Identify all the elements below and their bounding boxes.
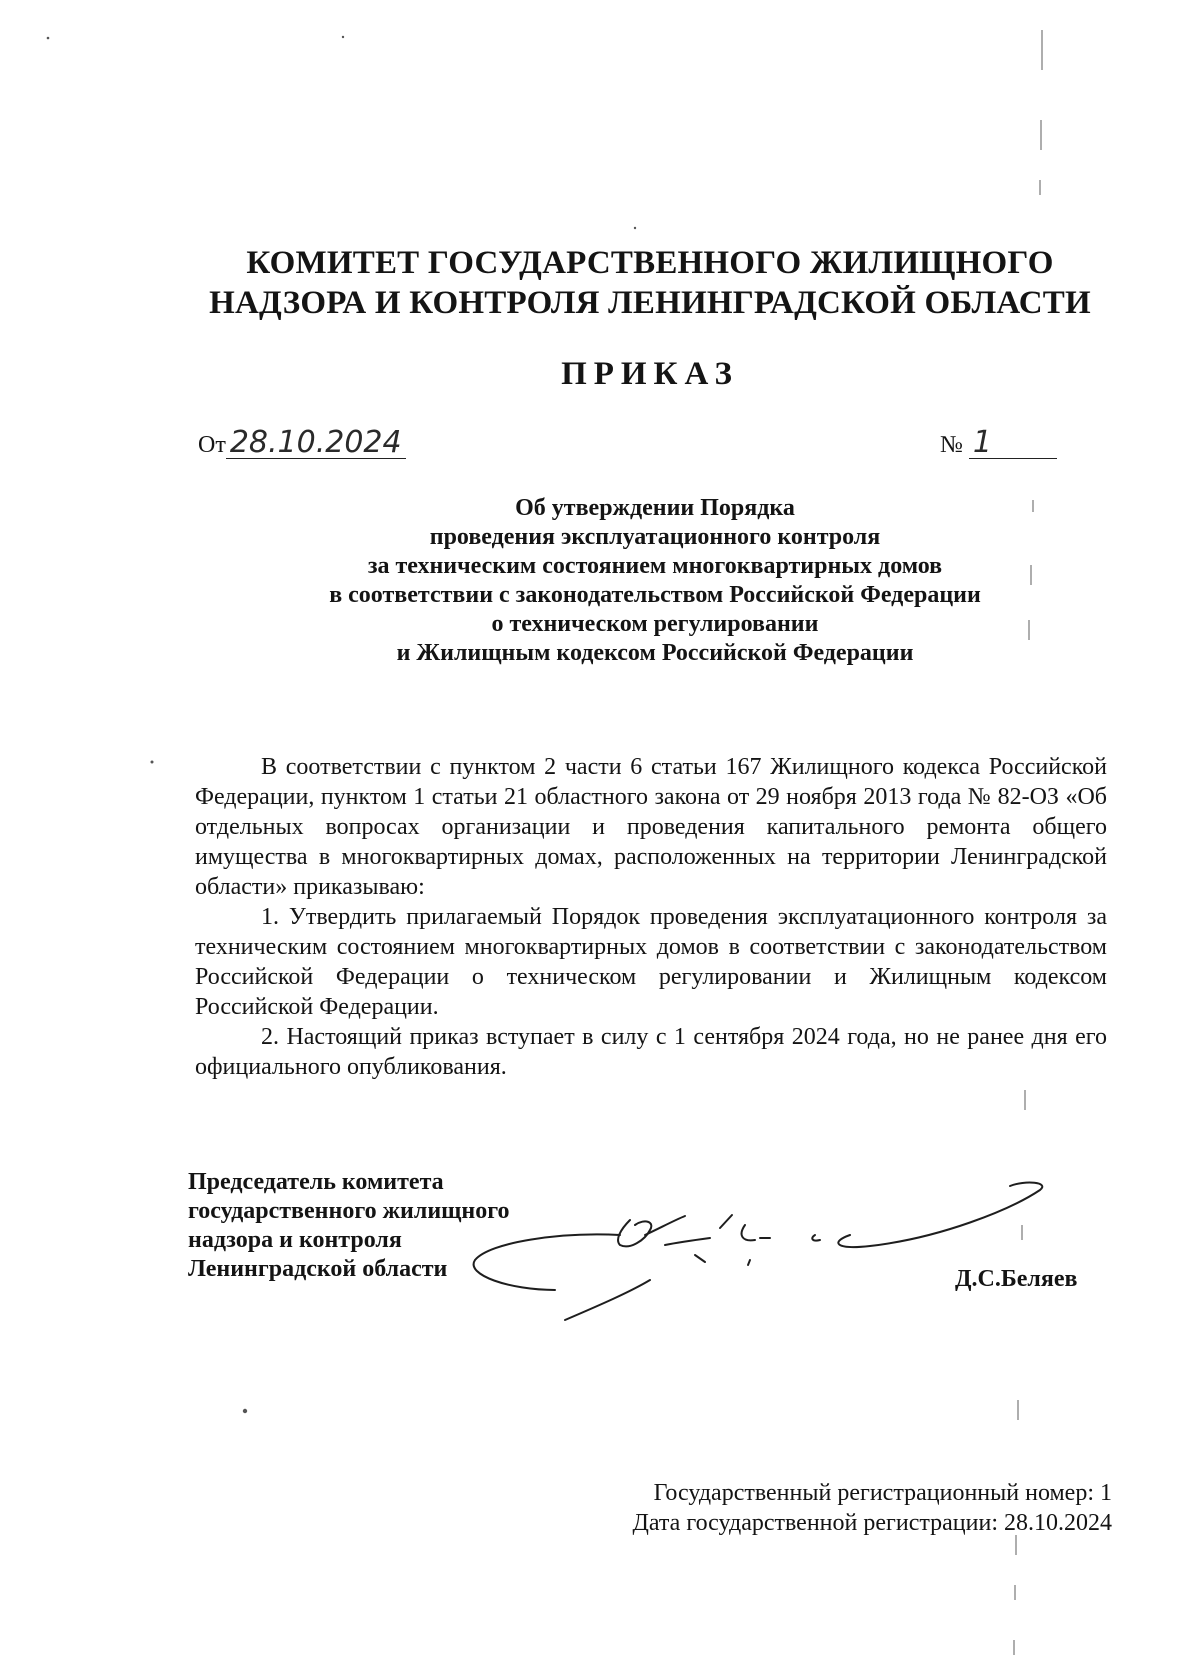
- document-body: [195, 752, 1107, 1082]
- signatory-title: [188, 1168, 510, 1284]
- signatory-title-line: Ленинградской области: [188, 1256, 448, 1282]
- issuing-authority: [200, 243, 1100, 323]
- date-label: От: [198, 432, 226, 458]
- number-value: 1: [969, 428, 1057, 459]
- registration-block: [632, 1478, 1112, 1538]
- subject-line: проведения эксплуатационного контроля: [429, 524, 881, 550]
- body-paragraph-item-2: 2. Настоящий приказ вступает в силу с 1 сентября 2024 года, но не ранее дня его официального опубликования.: [195, 1024, 1107, 1080]
- subject-line: в соответствии с законодательством Российской Федерации: [329, 582, 981, 608]
- subject-line: за техническим состоянием многоквартирных домов: [367, 553, 943, 579]
- authority-line-2: НАДЗОРА И КОНТРОЛЯ ЛЕНИНГРАДСКОЙ ОБЛАСТИ: [209, 285, 1091, 321]
- registration-number: Государственный регистрационный номер: 1: [653, 1480, 1112, 1506]
- signatory-title-line: Председатель комитета: [188, 1169, 444, 1195]
- date-value: 28.10.2024: [226, 428, 406, 459]
- signatory-title-line: надзора и контроля: [188, 1227, 402, 1253]
- signatory-name: Д.С.Беляев: [955, 1266, 1078, 1292]
- document-type: ПРИКАЗ: [561, 356, 739, 392]
- signatory-title-line: государственного жилищного: [188, 1198, 510, 1224]
- number-label: №: [940, 432, 963, 458]
- body-paragraph-item-1: 1. Утвердить прилагаемый Порядок проведения эксплуатационного контроля за техническим состоянием многоквартирных домов в соответствии с законодательством Российской Федерации о техническом регулировании и Жилищным кодексом Российской Федерации.: [195, 904, 1107, 1020]
- subject-line: и Жилищным кодексом Российской Федерации: [396, 640, 914, 666]
- document-date: [198, 425, 406, 460]
- authority-line-1: КОМИТЕТ ГОСУДАРСТВЕННОГО ЖИЛИЩНОГО: [246, 245, 1054, 281]
- document-subject: [220, 494, 1090, 668]
- subject-line: о техническом регулировании: [491, 611, 819, 637]
- subject-line: Об утверждении Порядка: [515, 495, 795, 521]
- handwritten-signature: [470, 1180, 1070, 1350]
- registration-date: Дата государственной регистрации: 28.10.2024: [632, 1510, 1112, 1536]
- body-paragraph-preamble: В соответствии с пунктом 2 части 6 статьи 167 Жилищного кодекса Российской Федерации, пунктом 1 статьи 21 областного закона от 29 ноября 2013 года № 82-ОЗ «Об отдельных вопросах организации и проведения капитального ремонта общего имущества в многоквартирных домах, расположенных на территории Ленинградской области» приказываю:: [195, 754, 1107, 900]
- document-number: [940, 425, 1057, 460]
